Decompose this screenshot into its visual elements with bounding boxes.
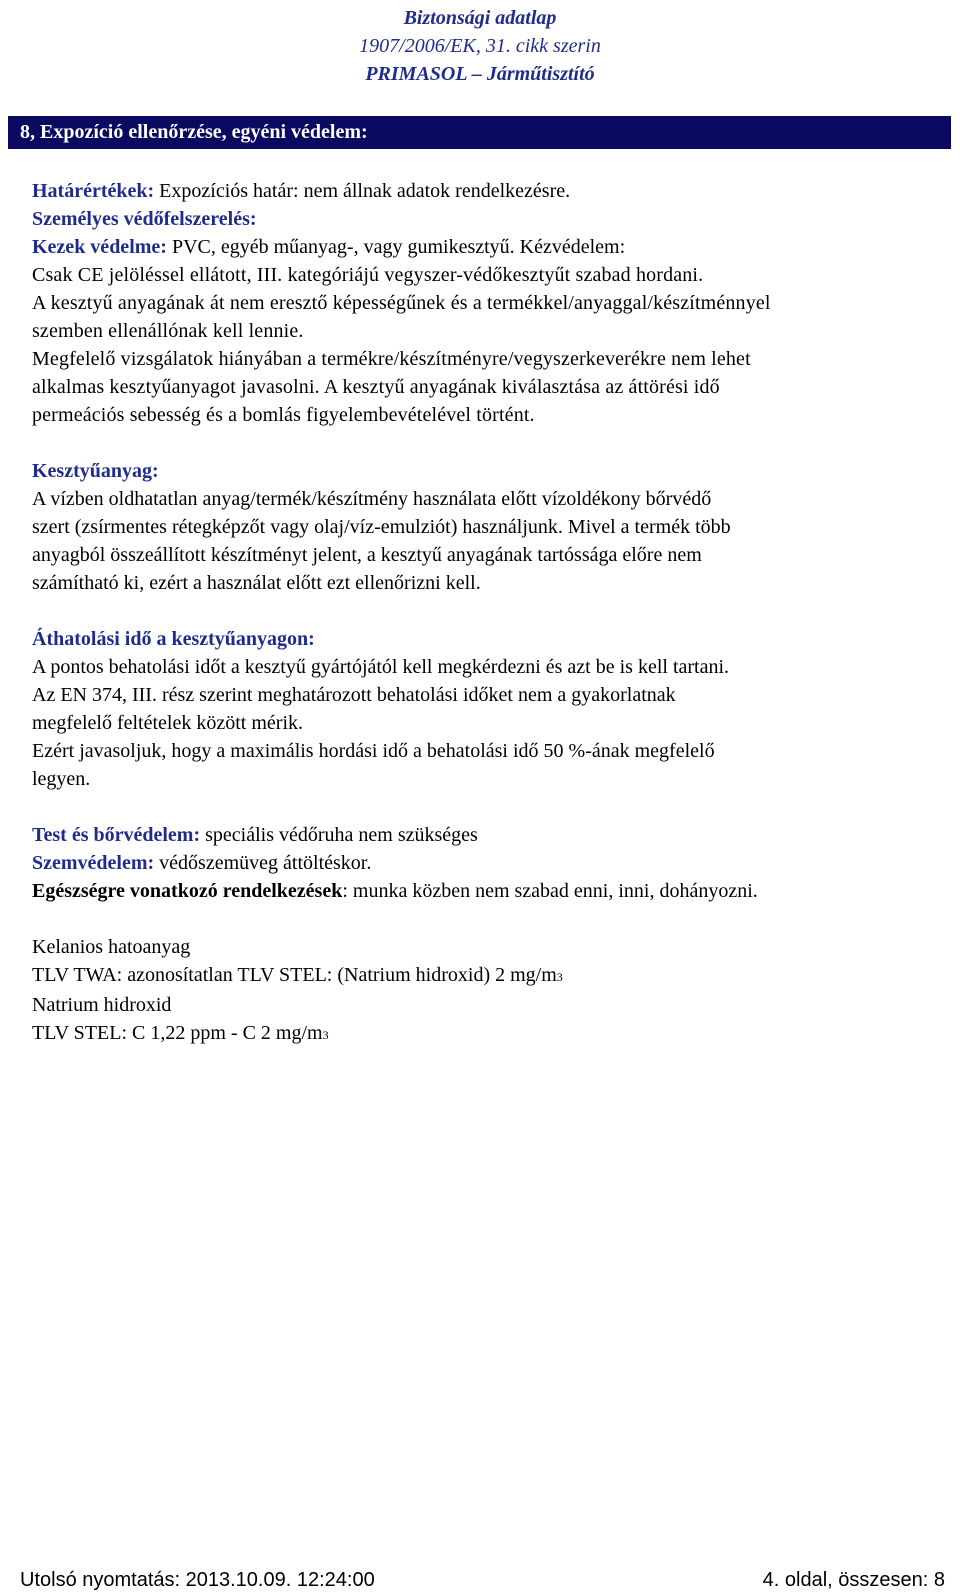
exposure-text: TLV STEL: C 1,22 ppm - C 2 mg/m [32, 1022, 323, 1044]
penetration-line: Ezért javasoljuk, hogy a maximális hordási idő a behatolási idő 50 %-ának megfelelő [32, 740, 715, 762]
ppe-line: szemben ellenállónak kell lennie. [32, 320, 304, 342]
page-number: 4. oldal, összesen: 8 [762, 1569, 945, 1591]
health-provisions-line [32, 877, 944, 905]
hands-label: Kezek védelme: [32, 236, 167, 258]
penetration-heading: Áthatolási idő a kesztyűanyagon: [32, 628, 315, 650]
ppe-line: Csak CE jelöléssel ellátott, III. kategóriájú vegyszer-védőkesztyűt szabad hordani. [32, 264, 704, 286]
health-provisions-label: Egészségre vonatkozó rendelkezések [32, 880, 343, 902]
eye-protection-line [32, 849, 944, 877]
penetration-line: A pontos behatolási időt a kesztyű gyártójától kell megkérdezni és azt be is kell tartani. [32, 656, 730, 678]
ppe-heading: Személyes védőfelszerelés: [32, 208, 257, 230]
product-name: PRIMASOL – Járműtisztító [365, 63, 595, 85]
exposure-line [32, 1019, 944, 1049]
glove-material-line: számítható ki, ezért a használat előtt ezt ellenőrizni kell. [32, 572, 481, 594]
limits-label: Határértékek: [32, 180, 155, 202]
glove-material-line: anyagból összeállított készítményt jelent, a kesztyű anyagának tartóssága előre nem [32, 544, 702, 566]
unit-superscript: 3 [322, 1028, 329, 1042]
eye-protection-text: védőszemüveg áttöltéskor. [154, 852, 372, 874]
limits-line [32, 177, 944, 205]
body-protection-text: speciális védőruha nem szükséges [200, 824, 478, 846]
hands-text: PVC, egyéb műanyag-, vagy gumikesztyű. Kézvédelem: [166, 236, 626, 258]
glove-material-line: A vízben oldhatatlan anyag/termék/készítmény használata előtt vízoldékony bőrvédő [32, 488, 712, 510]
ppe-line: Megfelelő vizsgálatok hiányában a termékre/készítményre/vegyszerkeverékre nem lehet [32, 348, 751, 370]
regulation-reference: 1907/2006/EK, 31. cikk szerin [359, 35, 601, 57]
penetration-line: Az EN 374, III. rész szerint meghatározott behatolási időket nem a gyakorlatnak [32, 684, 676, 706]
document-header [0, 4, 960, 88]
exposure-line [32, 961, 944, 991]
glove-material-heading: Kesztyűanyag: [32, 460, 159, 482]
hands-line [32, 233, 944, 261]
health-provisions-text: : munka közben nem szabad enni, inni, dohányozni. [342, 880, 758, 902]
exposure-line: Natrium hidroxid [32, 994, 172, 1016]
limits-text: Expozíciós határ: nem állnak adatok rendelkezésre. [154, 180, 571, 202]
unit-superscript: 3 [556, 970, 563, 984]
section-title-bar [8, 116, 951, 149]
penetration-line: legyen. [32, 768, 91, 790]
ppe-line: alkalmas kesztyűanyagot javasolni. A kesztyű anyagának kiválasztása az áttörési idő [32, 376, 720, 398]
section-content [32, 177, 944, 1049]
document-title: Biztonsági adatlap [403, 7, 557, 29]
ppe-line: A kesztyű anyagának át nem eresztő képességűnek és a termékkel/anyaggal/készítménnyel [32, 292, 771, 314]
ppe-line: permeációs sebesség és a bomlás figyelembevételével történt. [32, 404, 535, 426]
penetration-line: megfelelő feltételek között mérik. [32, 712, 303, 734]
body-protection-line [32, 821, 944, 849]
exposure-line: Kelanios hatoanyag [32, 936, 191, 958]
section-title: 8, Expozíció ellenőrzése, egyéni védelem: [20, 121, 368, 143]
exposure-text: TLV TWA: azonosítatlan TLV STEL: (Natrium hidroxid) 2 mg/m [32, 964, 557, 986]
glove-material-line: szert (zsírmentes rétegképzőt vagy olaj/víz-emulziót) használjunk. Mivel a termék több [32, 516, 731, 538]
eye-protection-label: Szemvédelem: [32, 852, 155, 874]
last-printed: Utolsó nyomtatás: 2013.10.09. 12:24:00 [20, 1569, 375, 1591]
body-protection-label: Test és bőrvédelem: [32, 824, 201, 846]
